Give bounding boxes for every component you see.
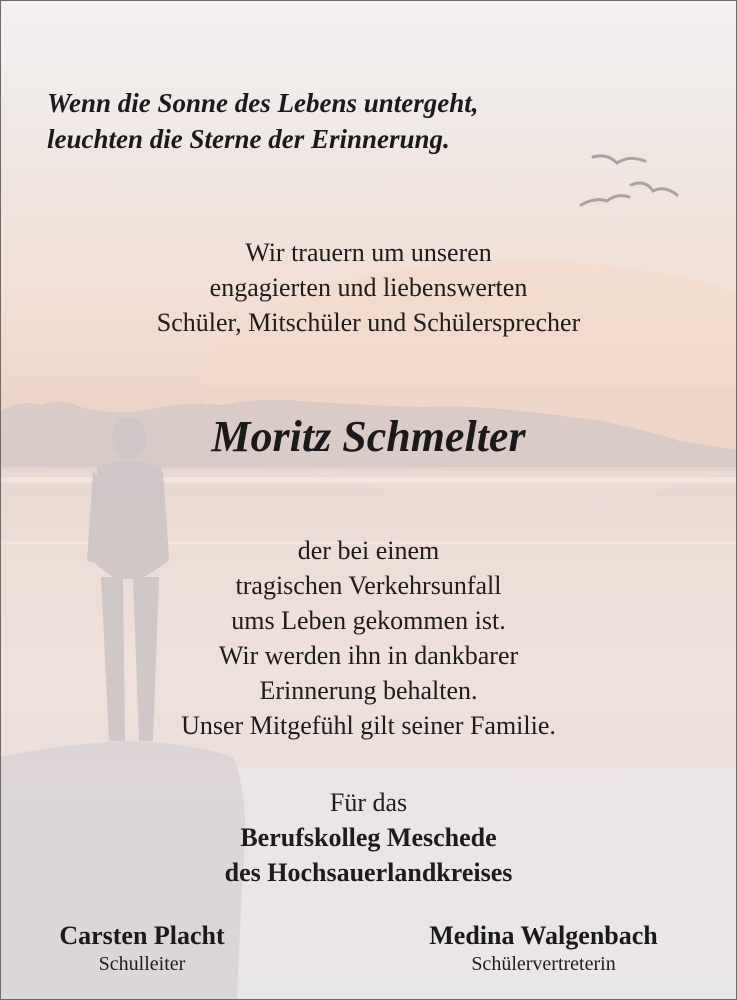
signatory-name: Carsten Placht xyxy=(59,921,225,950)
intro-line: Schüler, Mitschüler und Schülersprecher xyxy=(156,308,581,337)
organization-line: des Hochsauerlandkreises xyxy=(224,858,513,887)
message-line: Unser Mitgefühl gilt seiner Familie. xyxy=(181,711,556,740)
message-line: Erinnerung behalten. xyxy=(259,676,478,705)
organization-line: Berufskolleg Meschede xyxy=(240,823,497,852)
intro-line: Wir trauern um unseren xyxy=(245,238,492,267)
motto-line: Wenn die Sonne des Lebens untergeht, xyxy=(47,88,479,118)
signatory-name: Medina Walgenbach xyxy=(429,921,658,950)
motto-line: leuchten die Sterne der Erinnerung. xyxy=(47,124,450,154)
signatory-role: Schulleiter xyxy=(98,953,186,975)
signatory-student-rep xyxy=(401,921,686,977)
message-line: Wir werden ihn in dankbarer xyxy=(218,641,519,670)
message-line: tragischen Verkehrsunfall xyxy=(235,571,502,600)
from-label: Für das xyxy=(329,788,408,817)
intro-line: engagierten und liebenswerten xyxy=(209,273,528,302)
intro-text xyxy=(1,235,736,340)
signatory-role: Schülervertreterin xyxy=(471,953,616,975)
deceased-name: Moritz Schmelter xyxy=(211,412,526,461)
organization xyxy=(1,820,736,890)
message-text xyxy=(1,533,736,743)
message-line: ums Leben gekommen ist. xyxy=(231,606,506,635)
motto-quote xyxy=(47,85,479,157)
message-line: der bei einem xyxy=(297,536,440,565)
signatory-principal xyxy=(37,921,247,977)
seagulls-icon xyxy=(581,156,677,205)
